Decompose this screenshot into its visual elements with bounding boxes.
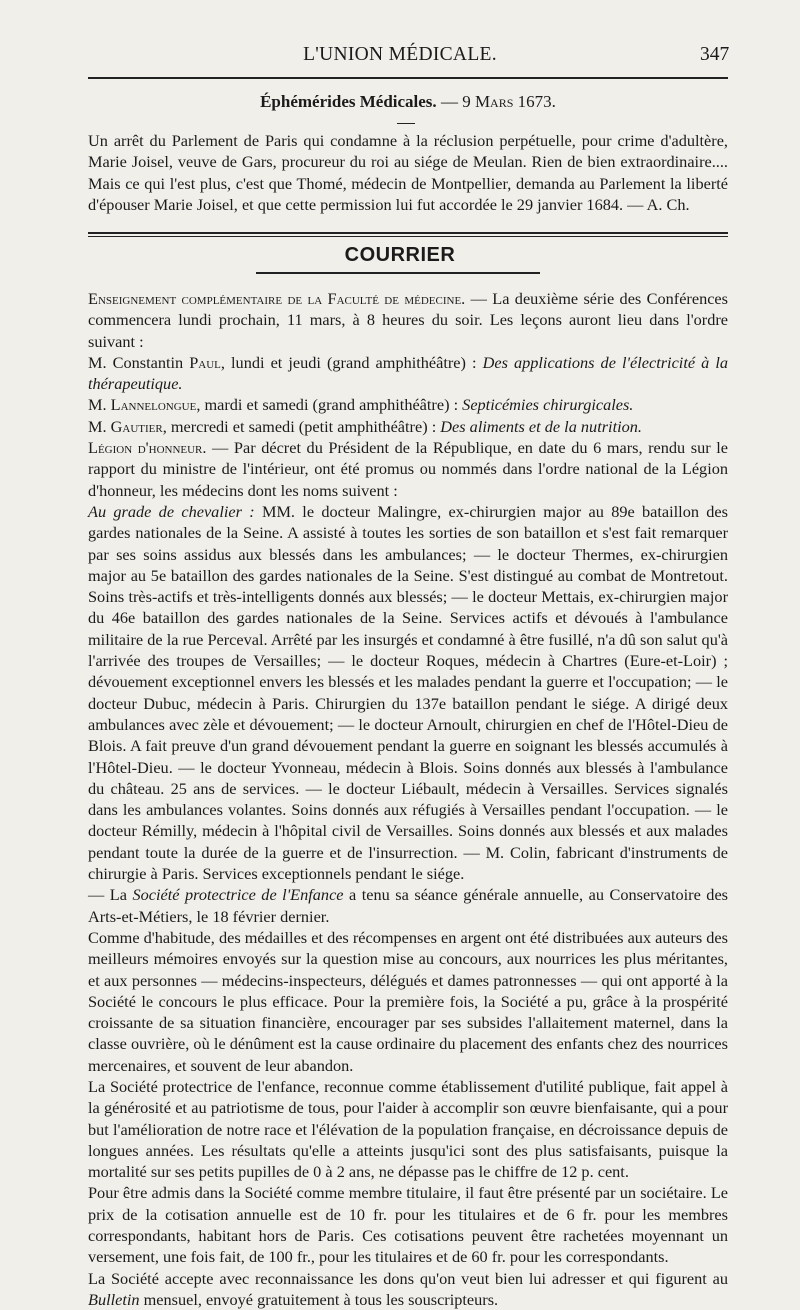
section-double-rule [88,232,728,237]
body-paragraph: La Société protectrice de l'enfance, reconnue comme établissement d'utilité publique, fait appel à la générosité et au patriotisme de tous, pour l'aider à accomplir son œuvre bienfaisante, qui a pour but l'amélioration de notre race et l'élévation de la population française, en décroissance depuis de longues années. Les résultats qu'elle a atteints jusqu'ici sont des plus satisfaisants, puisque la mortalité sur ses petits pupilles de 0 à 2 ans, ne dépasse pas le chiffre de 12 p. cent. [88,1076,728,1182]
ephemerides-text [88,130,728,215]
ephemerides-heading [88,92,728,112]
page-number: 347 [700,44,730,65]
societe-name: Société protectrice de l'Enfance [132,885,344,905]
body-paragraph: Pour être admis dans la Société comme membre titulaire, il faut être présenté par un sociétaire. Le prix de la cotisation annuelle est de 10 fr. pour les titulaires et de 6 fr. pour les membres correspondants, habitant hors de Paris. Ces cotisations peuvent être rachetées moyennant un versement, une fois fait, de 100 fr., pour les titulaires et de 60 fr. pour les correspondants. [88,1183,728,1267]
enseignement-text: — La deuxième série des Conférences commencera lundi prochain, 11 mars, à 8 heures du soir. Les leçons auront lieu dans l'ordre suivant : [88,289,728,351]
societe-paragraph [88,884,728,927]
lecture-prefix: M. Constantin [88,352,190,372]
ephemerides-date: 9 Mars 1673. [462,92,556,111]
section-heading-rule [256,272,540,274]
journal-title: L'UNION MÉDICALE. [303,44,497,65]
ephemerides-title: Éphémérides Médicales. [260,92,437,111]
lecture-topic: Septicémies chirurgicales. [462,395,634,415]
societe-text: a tenu sa séance générale annuelle, au Conservatoire des Arts-et-Métiers, le 18 février dernier. [88,885,729,926]
lecture-topic: Des applications de l'électricité à la thérapeutique. [88,352,728,394]
enseignement-paragraph [88,288,728,352]
ephemerides-body: Un arrêt du Parlement de Paris qui condamne à la réclusion perpétuelle, pour crime d'adultère, Marie Joisel, veuve de Gars, procureur du roi au siége de Meulan. Rien de bien extraordinaire.... Mais ce qui l'est plus, c'est que Thomé, médecin de Montpellier, demanda au Parlement la liberté d'épouser Marie Joisel, et que cette permission lui fut accordée le 29 janvier 1684. — A. Ch. [88,131,728,214]
body-paragraph: Comme d'habitude, des médailles et des récompenses en argent ont été distribuées aux auteurs des meilleurs mémoires envoyés sur la question mise au concours, aux nourrices les plus méritantes, et aux personnes — médecins-inspecteurs, délégués et dames patronnesses — qui ont apporté à la Société le concours le plus efficace. Pour la première fois, la Société a pu, grâce à la prospérité croissante de sa situation financière, encourager par ses subsides l'allaitement maternel, dans la classe ouvrière, où le dénûment est la cause ordinaire du placement des enfants chez des nourrices mercenaires, et souvent de leur abandon. [88,927,728,1075]
header-rule [88,77,728,79]
chevalier-lead: Au grade de chevalier : [88,501,255,521]
lecturer-name: Gautier [110,416,163,436]
last-pre: La Société accepte avec reconnaissance les dons qu'on veut bien lui adresser et qui figurent au [88,1268,728,1288]
lecture-prefix: M. [88,395,111,415]
courrier-body [88,288,728,1310]
lecture-item [88,352,728,395]
societe-pre: — La [88,885,133,905]
legion-head: Légion d'honneur. [88,438,207,458]
lecture-schedule: , lundi et jeudi (grand amphithéâtre) : [220,352,483,372]
lecture-prefix: M. [88,416,111,436]
lecture-topic: Des aliments et de la nutrition. [440,416,642,436]
last-post: mensuel, envoyé gratuitement à tous les souscripteurs. [139,1289,499,1309]
section-heading: COURRIER [344,244,456,266]
lecturer-name: Paul [189,352,221,372]
legion-text: — Par décret du Président de la République, en date du 6 mars, rendu sur le rapport du ministre de l'intérieur, ont été promus ou nommés dans l'ordre national de la Légion d'honneur, les médecins dont les noms suivent : [88,438,729,500]
chevalier-text: MM. le docteur Malingre, ex-chirurgien major au 89e bataillon des gardes nationales de la Seine. A assisté à toutes les sorties de son bataillon et s'est fait remarquer par ses soins assidus aux blessés dans les ambulances; — le docteur Thermes, ex-chirurgien major au 5e bataillon des gardes nationales de la Seine. S'est distingué au combat de Montretout. Soins très-actifs et très-intelligents donnés aux blessés; — le docteur Mettais, ex-chirurgien major du 46e bataillon des gardes nationales de la Seine. Services actifs et dévoués à l'ambulance militaire de la rue Perceval. Arrêté par les insurgés et condamné à être fusillé, n'a dû son salut qu'à l'arrivée des troupes de Versailles; — le docteur Roques, médecin à Chartres (Eure-et-Loir) ; dévouement exceptionnel envers les blessés et les malades pendant la guerre et l'occupation; — le docteur Dubuc, médecin à Paris. Chirurgien du 137e bataillon pendant le siége. A dirigé deux ambulances avec zèle et dévouement; — le docteur Arnoult, chirurgien en chef de l'Hôtel-Dieu de Blois. A fait preuve d'un grand dévouement pendant la guerre en soignant les blessés accumulés à l'Hôtel-Dieu. — le docteur Yvonneau, médecin à Blois. Soins donnés aux blessés à l'ambulance du château. 25 ans de services. — le docteur Liébault, médecin à Versailles. Services signalés dans les ambulances volantes. Soins donnés aux réfugiés à Versailles pendant l'occupation. — le docteur Rémilly, médecin à l'hôpital civil de Versailles. Soins donnés aux blessés et aux malades pendant toute la durée de la guerre et de l'insurrection. — M. Colin, fabricant d'instruments de chirurgie à Paris. Services exceptionnels pendant le siége. [88,501,728,884]
chevalier-paragraph [88,501,728,884]
ephemerides-dash-rule [397,123,415,124]
lecturer-name: Lannelongue [110,395,197,415]
lecture-schedule: , mardi et samedi (grand amphithéâtre) : [196,395,463,415]
last-paragraph [88,1268,728,1310]
enseignement-head: Enseignement complémentaire de la Faculté de médecine. [88,289,466,308]
lecture-schedule: , mercredi et samedi (petit amphithéâtre) : [162,416,441,436]
lecture-item [88,416,728,437]
lecture-item [88,394,728,415]
legion-paragraph [88,437,728,501]
bulletin-word: Bulletin [88,1289,140,1309]
ephemerides-dash: — [440,92,458,111]
running-header [0,44,800,74]
